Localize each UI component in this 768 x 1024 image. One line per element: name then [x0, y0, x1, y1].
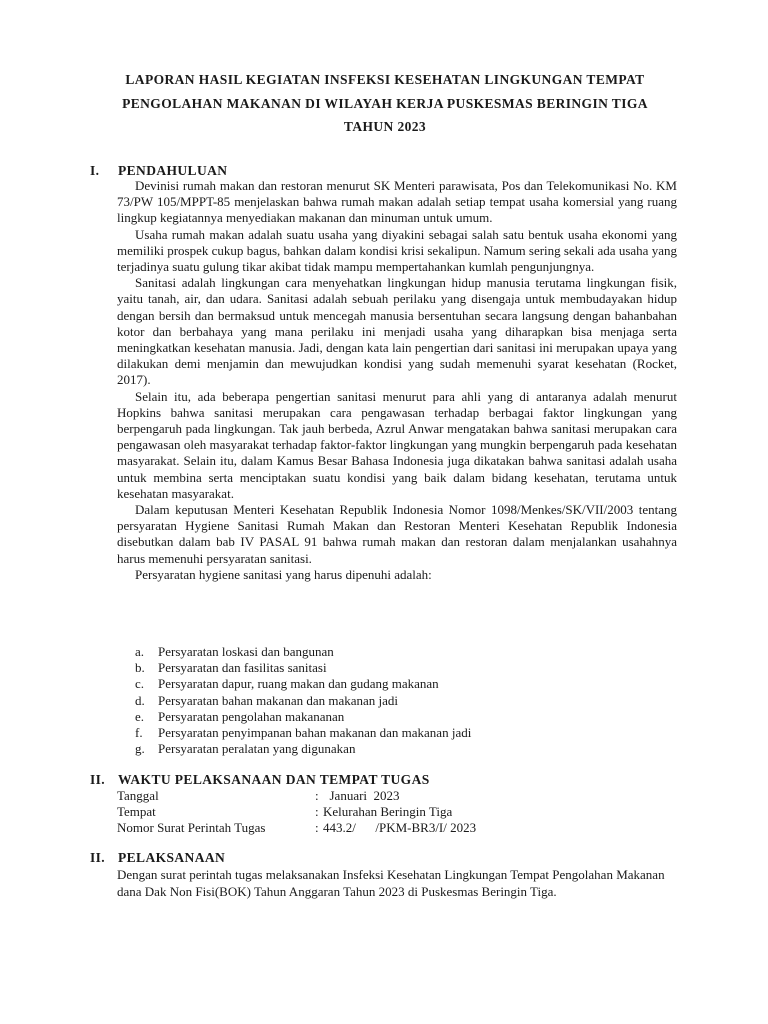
list-item: d. Persyaratan bahan makanan dan makanan jadi: [135, 692, 399, 708]
paragraph-regulation: Dalam keputusan Menteri Kesehatan Republik Indonesia Nomor 1098/Menkes/SK/VII/2003 tentang persyaratan Hygiene Sanitasi Rumah Makan dan Restoran Menteri Kesehatan Republik Indonesia disebutkan dalam bab IV PASAL 91 bahwa rumah makan dan restoran dalam menjalankan usahahnya harus memenuhi persyaratan sanitasi.: [117, 502, 677, 566]
section-2-heading: [90, 772, 430, 788]
paragraph-experts: Selain itu, ada beberapa pengertian sanitasi menurut para ahli yang di antaranya adalah menurut Hopkins bahwa sanitasi merupakan cara pengawasan terhadap berbagai faktor lingkungan yang berpengaruh pada lingkungan. Tak jauh berbeda, Azrul Anwar mengatakan bahwa sanitasi merupakan cara pengawasan oleh masyarakat terhadap faktor-faktor lingkungan yang mungkin berpengaruh pada kesehatan masyarakat. Selain itu, dalam Kamus Besar Bahasa Indonesia juga dikatakan bahwa sanitasi adalah usaha untuk membina serta menciptakan suatu kondisi yang baik dalam bidang kesehatan, terutama untuk kesehatan masyarakat.: [117, 388, 677, 501]
report-title-line-2: PENGOLAHAN MAKANAN DI WILAYAH KERJA PUSKESMAS BERINGIN TIGA: [122, 96, 648, 111]
paragraph-definition: Devinisi rumah makan dan restoran menurut SK Menteri parawisata, Pos dan Telekomunikasi No. KM 73/PW 105/MPPT-85 menjelaskan bahwa rumah makan adalah setiap tempat usaha komersial yang ruang lingkup kegiatannya menyediakan makanan dan minuman untuk umum.: [117, 178, 677, 226]
task-info-row-letter-number: Nomor Surat Perintah Tugas : 443.2/ /PKM-BR3/I/ 2023: [117, 820, 477, 835]
section-3-title: PELAKSANAAN: [118, 850, 226, 865]
section-1-title: PENDAHULUAN: [118, 163, 228, 178]
list-item: a. Persyaratan loskasi dan bangunan: [135, 644, 334, 659]
list-item: f. Persyaratan penyimpanan bahan makanan dan makanan jadi: [135, 725, 472, 741]
paragraph-requirements-intro: Persyaratan hygiene sanitasi yang harus dipenuhi adalah:: [135, 566, 432, 582]
paragraph-sanitation: Sanitasi adalah lingkungan cara menyehatkan lingkungan hidup manusia terutama lingkungan fisik, yaitu tanah, air, dan udara. Sanitasi adalah sebuah perilaku yang disengaja untuk membudayakan hidup dengan bersih dan bermaksud untuk mencegah manusia bersentuhan secara langsung dengan bahanbahan kotor dan berbahaya yang mana perilaku ini menjadi usaha yang diharapkan bisa menjaga serta meningkatkan kesehatan manusia. Jadi, dengan kata lain pengertian dari sanitasi ini merupakan upaya yang dilakukan demi menjamin dan mewujudkan kondisi yang sudah memenuhi syarat kesehatan (Rocket, 2017).: [117, 275, 677, 388]
paragraph-business: Usaha rumah makan adalah suatu usaha yang diyakini sebagai salah satu bentuk usaha ekonomi yang memiliki prospek cukup bagus, bahkan dalam kondisi krisi sekalipun. Namum sering sekali ada usaha yang terjadinya suatu gulung tikar akibat tidak mampu mempertahankan kumlah pengunjungnya.: [117, 226, 677, 275]
task-info-row-place: Tempat : Kelurahan Beringin Tiga: [117, 804, 453, 819]
section-3-number: II.: [90, 850, 106, 865]
report-title-line-3: TAHUN 2023: [343, 119, 427, 134]
list-item: c. Persyaratan dapur, ruang makan dan gudang makanan: [135, 676, 439, 692]
section-3-heading: [90, 850, 225, 866]
section-2-number: II.: [90, 772, 106, 787]
list-item: g. Persyaratan peralatan yang digunakan: [135, 741, 356, 757]
section-1-heading: [90, 163, 227, 179]
section-1-body: [117, 178, 677, 583]
task-info-row-date: Tanggal : Januari 2023: [117, 788, 400, 803]
section-2-title: WAKTU PELAKSANAAN DAN TEMPAT TUGAS: [118, 772, 430, 787]
list-item: b. Persyaratan dan fasilitas sanitasi: [135, 660, 327, 676]
implementation-paragraph: Dengan surat perintah tugas melaksanakan Insfeksi Kesehatan Lingkungan Tempat Pengolahan Makanan dana Dak Non Fisi(BOK) Tahun Anggaran Tahun 2023 di Puskesmas Beringin Tiga.: [117, 867, 665, 899]
requirements-list: [135, 644, 471, 757]
section-1-number: I.: [90, 163, 100, 178]
list-item: e. Persyaratan pengolahan makananan: [135, 708, 345, 724]
report-title-line-1: LAPORAN HASIL KEGIATAN INSFEKSI KESEHATAN LINGKUNGAN TEMPAT: [125, 72, 645, 87]
task-info-table: [117, 788, 476, 836]
